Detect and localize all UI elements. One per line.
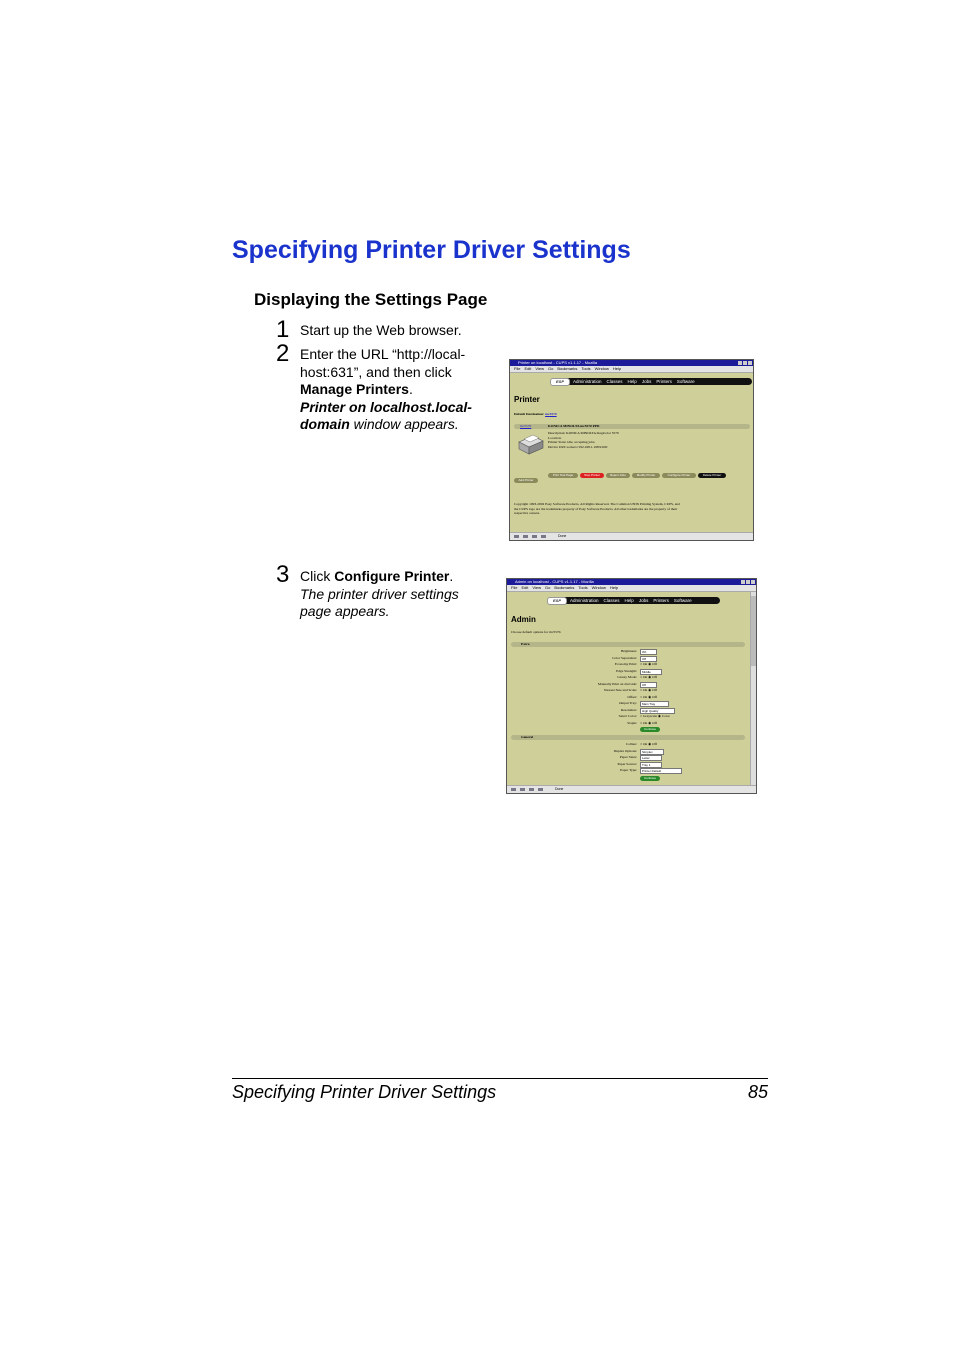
printer-title: KONICA MINOLTA mc5570 PPD	[548, 424, 600, 428]
option-label: Edge Strength:	[616, 668, 637, 673]
option-label: Color Separation:	[612, 655, 637, 660]
nav-jobs: Jobs	[638, 598, 649, 603]
window-buttons	[741, 580, 755, 584]
radio-option-b[interactable]: Color	[661, 714, 670, 718]
cups-nav-bar	[553, 597, 720, 604]
printer-icon	[517, 432, 545, 456]
option-label: Select Color:	[618, 714, 637, 718]
radio-option-a[interactable]: On	[643, 688, 648, 692]
group-general-label: General	[521, 735, 534, 739]
menu-bookmarks: Bookmarks	[554, 585, 575, 590]
radio-option-a[interactable]: On	[643, 662, 648, 666]
option-radio-group[interactable]: ○ On ◉ Off	[640, 688, 657, 692]
reject-jobs-button[interactable]: Reject Jobs	[606, 473, 630, 478]
menu-edit: Edit	[524, 366, 532, 371]
step-2-italic: window appears.	[349, 416, 459, 432]
option-select[interactable]: Off	[640, 682, 657, 688]
option-label: Economy Print:	[614, 662, 637, 666]
status-bar	[510, 532, 753, 540]
step-text-2	[300, 346, 478, 434]
radio-option-b[interactable]: Off	[652, 675, 657, 679]
nav-software: Software	[676, 379, 695, 384]
step-2-text-b: .	[408, 381, 413, 397]
menu-view: View	[532, 585, 541, 590]
option-label: Resolution:	[620, 707, 637, 712]
browser-content	[510, 373, 753, 535]
add-printer-button[interactable]: Add Printer	[514, 478, 538, 483]
option-label: Collate:	[625, 742, 637, 746]
step-3-bold: Configure Printer	[334, 568, 450, 584]
option-label: Duplex Options:	[613, 748, 637, 753]
menu-window: Window	[591, 585, 606, 590]
option-label: Offset:	[627, 694, 637, 699]
option-label: Glossy Mode:	[617, 675, 637, 679]
option-label: Brightness:	[621, 649, 637, 653]
status-icons	[511, 788, 543, 791]
option-radio-group[interactable]: ○ On ◉ Off	[640, 742, 657, 746]
configure-printer-button[interactable]: Configure Printer	[662, 473, 696, 478]
option-label: Manually Print on 2nd side:	[597, 681, 637, 686]
admin-intro: Choose default options for mc5570.	[511, 630, 562, 634]
menu-help: Help	[612, 366, 622, 371]
admin-page-screenshot	[506, 578, 757, 794]
step-text-1: Start up the Web browser.	[300, 322, 462, 338]
option-select[interactable]: 0%	[640, 649, 657, 655]
stop-printer-button[interactable]: Stop Printer	[580, 473, 604, 478]
step-3-italic: The printer driver settings page appears.	[300, 585, 459, 619]
option-select[interactable]: Letter	[640, 755, 662, 761]
group-extra-label: Extra	[521, 642, 530, 646]
printer-description	[548, 431, 619, 449]
radio-option-b[interactable]: Off	[652, 662, 657, 666]
radio-option-b[interactable]: Off	[652, 720, 657, 725]
continue-button[interactable]: Continue	[640, 776, 660, 781]
page-number: 85	[747, 1082, 768, 1102]
menu-bookmarks: Bookmarks	[557, 366, 578, 371]
footer-title: Specifying Printer Driver Settings	[232, 1082, 497, 1102]
desc-line: Device URI: socket://192.168.1.198:9100/	[548, 444, 608, 449]
nav-software: Software	[673, 598, 692, 603]
desc-line: Description: KONICA MINOLTA magicolor 5570	[548, 431, 619, 435]
option-radio-group[interactable]: ○ Grayscale ◉ Color	[640, 714, 670, 718]
step-2-bold: Manage Printers	[300, 381, 409, 397]
window-title: Admin on localhost - CUPS v1.1.17 - Mozilla	[515, 579, 594, 584]
status-text: Done	[555, 787, 564, 791]
menu-help: Help	[609, 585, 619, 590]
menu-window: Window	[594, 366, 609, 371]
continue-button[interactable]: Continue	[640, 727, 660, 732]
step-number-2: 2	[276, 340, 290, 367]
step-2-text-a: Enter the URL “http://local-host:631”, and then click	[300, 346, 466, 380]
printer-page-screenshot	[509, 359, 754, 541]
option-select[interactable]: Off	[640, 656, 657, 662]
option-radio-group[interactable]: ○ On ◉ Off	[640, 720, 657, 725]
nav-jobs: Jobs	[641, 379, 652, 384]
cups-nav-bar	[556, 378, 752, 385]
radio-option-b[interactable]: Off	[652, 742, 657, 746]
group-general-bar	[511, 735, 745, 740]
nav-help: Help	[627, 379, 637, 384]
option-radio-group[interactable]: ○ On ◉ Off	[640, 662, 657, 666]
menu-file: File	[511, 585, 518, 590]
desc-line: Location:	[548, 435, 562, 440]
status-text: Done	[558, 534, 567, 538]
window-titlebar	[510, 360, 753, 366]
delete-printer-button[interactable]: Delete Printer	[698, 473, 726, 478]
default-destination: Default Destination: mc5570	[514, 412, 557, 416]
radio-option-b[interactable]: Off	[652, 688, 657, 692]
option-label: Output Tray:	[619, 701, 637, 705]
option-select[interactable]: Simplex	[640, 749, 664, 755]
nav-classes: Classes	[603, 598, 620, 603]
nav-administration: Administration	[570, 598, 599, 603]
status-bar	[507, 785, 756, 793]
nav-help: Help	[624, 598, 634, 603]
menu-bar	[510, 366, 753, 373]
shot1-heading: Printer	[514, 395, 540, 404]
option-label: Staple:	[627, 720, 637, 725]
option-label: Nearest Size and Scale:	[604, 688, 637, 692]
nav-printers: Printers	[653, 598, 669, 603]
browser-content	[507, 592, 756, 788]
esp-logo: ESP	[550, 378, 570, 386]
window-buttons	[738, 361, 752, 365]
status-icons	[514, 535, 546, 538]
nav-printers: Printers	[656, 379, 672, 384]
esp-logo: ESP	[547, 597, 567, 605]
step-number-3: 3	[276, 561, 290, 588]
shot2-heading: Admin	[511, 615, 536, 624]
scrollbar-thumb[interactable]	[751, 596, 756, 666]
menu-bar	[507, 585, 756, 592]
page-title: Specifying Printer Driver Settings	[232, 236, 631, 264]
window-title: Printer on localhost - CUPS v1.1.17 - Mozilla	[518, 360, 598, 365]
copyright-line: Copyright 1993-2002 Easy Software Products, All Rights Reserved. The Common UNIX Printing System, CUPS, and	[514, 502, 680, 506]
option-label: Paper Source:	[617, 761, 637, 766]
section-title: Displaying the Settings Page	[254, 290, 488, 309]
option-label: Paper Sizes:	[619, 755, 637, 759]
copyright	[514, 502, 680, 516]
radio-option-b[interactable]: Off	[652, 694, 657, 699]
step-3-text-b: .	[449, 568, 454, 584]
menu-tools: Tools	[578, 585, 588, 590]
option-select[interactable]: Printer Default	[640, 768, 682, 774]
menu-file: File	[514, 366, 521, 371]
copyright-line: the CUPS logo are the trademarks property of Easy Software Products. All other trademarks are the property of their	[514, 506, 678, 511]
step-3-text-a: Click	[300, 568, 335, 584]
desc-line: Printer State: idle, accepting jobs.	[548, 440, 596, 444]
option-select[interactable]: Tray 1	[640, 762, 662, 768]
menu-tools: Tools	[581, 366, 591, 371]
option-select[interactable]: Middle	[640, 669, 662, 675]
option-label: Paper Type:	[620, 768, 637, 772]
nav-administration: Administration	[573, 379, 602, 384]
radio-option-a[interactable]: On	[643, 720, 648, 725]
radio-option-a[interactable]: On	[643, 694, 648, 699]
step-number-1: 1	[276, 316, 290, 343]
scrollbar[interactable]	[750, 592, 756, 786]
window-titlebar	[507, 579, 756, 585]
menu-go: Go	[544, 585, 551, 590]
menu-view: View	[535, 366, 544, 371]
radio-option-a[interactable]: On	[643, 742, 648, 746]
menu-edit: Edit	[521, 585, 529, 590]
option-select[interactable]: Main Tray	[640, 701, 669, 707]
radio-option-a[interactable]: On	[643, 675, 648, 679]
option-select[interactable]: High Quality	[640, 708, 675, 714]
modify-printer-button[interactable]: Modify Printer	[632, 473, 660, 478]
copyright-line: respective owners.	[514, 511, 541, 515]
print-test-page-button[interactable]: Print Test Page	[548, 473, 578, 478]
step-text-3	[300, 568, 475, 621]
footer-rule	[232, 1078, 768, 1079]
option-radio-group[interactable]: ○ On ◉ Off	[640, 675, 657, 679]
menu-go: Go	[547, 366, 554, 371]
group-extra-bar	[511, 642, 745, 647]
option-radio-group[interactable]: ○ On ◉ Off	[640, 694, 657, 699]
printer-link: mc5570	[520, 424, 532, 428]
step-2-italic-bold: Printer on localhost.local-domain	[300, 398, 472, 432]
radio-option-a[interactable]: Grayscale	[643, 714, 657, 718]
nav-classes: Classes	[606, 379, 623, 384]
